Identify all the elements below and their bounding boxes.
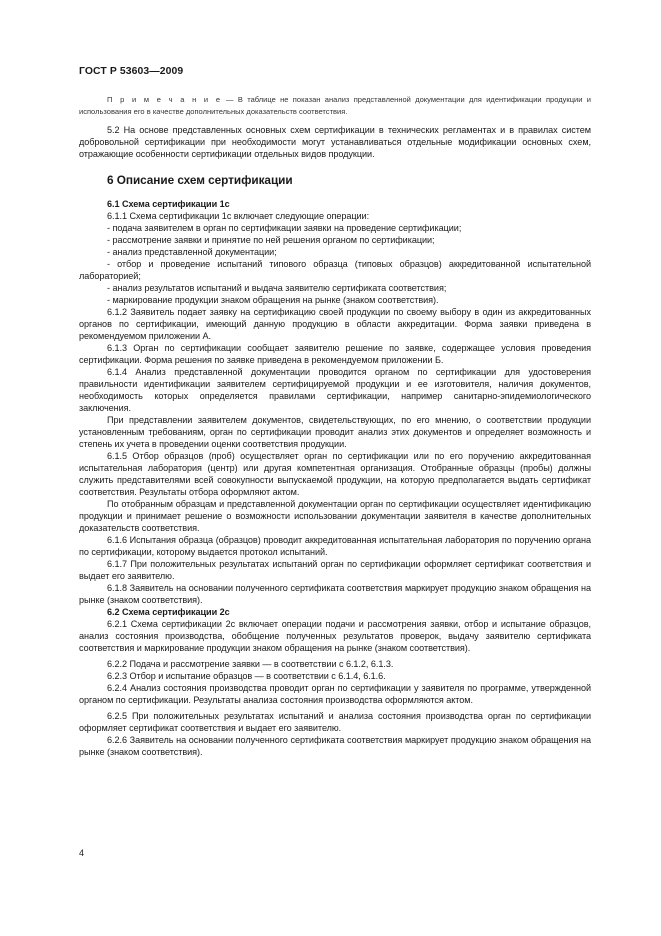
list-item: - отбор и проведение испытаний типового образца (типовых образцов) аккредитованной испытательной лабораторией; (79, 259, 591, 281)
clause-6-1-3: 6.1.3 Орган по сертификации сообщает заявителю решение по заявке, содержащее условия проведения сертификации. Форма решения по заявке приведена в рекомендуемом приложении Б. (79, 343, 591, 365)
subsection-6-1-heading: 6.1 Схема сертификации 1с (107, 199, 230, 209)
list-item: - маркирование продукции знаком обращения на рынке (знаком соответствия). (107, 295, 439, 305)
clause-6-1-5-continued: По отобранным образцам и представленной документации орган по сертификации осуществляет идентификацию продукции и принимает решение о возможности использовании документации заявителя в качестве дополнительных доказательств соответствия. (79, 499, 591, 533)
subsection-6-2-heading: 6.2 Схема сертификации 2с (107, 607, 230, 617)
section-6-heading: 6 Описание схем сертификации (107, 173, 293, 187)
list-item: - анализ результатов испытаний и выдача заявителю сертификата соответствия; (107, 283, 447, 293)
clause-6-1-7: 6.1.7 При положительных результатах испытаний орган по сертификации оформляет сертификат соответствия и выдает его заявителю. (79, 559, 591, 581)
list-item: - анализ представленной документации; (107, 247, 277, 257)
page-number: 4 (79, 848, 85, 858)
clause-6-1-5: 6.1.5 Отбор образцов (проб) осуществляет орган по сертификации или по его поручению аккредитованная испытательная лаборатория (центр) или другая компетентная организация. Отобранные образцы (пробы) должны служить представителями всей совокупности выпускаемой продукции, на которую предполагается выдать сертификат соответствия. Результаты отбора оформляют актом. (79, 451, 591, 497)
clause-6-1-4-continued: При представлении заявителем документов, свидетельствующих, по его мнению, о соответствии продукции установленным требованиям, орган по сертификации проводит анализ этих документов и определяет возможность и степень их учета в проведении оценки соответствия продукции. (79, 415, 591, 449)
list-item: - рассмотрение заявки и принятие по ней решения органом по сертификации; (107, 235, 435, 245)
clause-6-2-4: 6.2.4 Анализ состояния производства проводит орган по сертификации у заявителя по программе, утвержденной органом по сертификации. Результаты анализа состояния производства оформляются актом. (79, 683, 591, 705)
paragraph-5-2: 5.2 На основе представленных основных схем сертификации в технических регламентах и в правилах систем добровольной сертификации при необходимости могут устанавливаться отдельные модификации основных схем, отражающие особенности сертификации отдельных видов продукции. (79, 125, 591, 159)
page-body (79, 94, 591, 758)
clause-6-1-6: 6.1.6 Испытания образца (образцов) проводит аккредитованная испытательная лаборатория по поручению органа по сертификации, которому выдается протокол испытаний. (79, 535, 591, 557)
clause-6-1-1: 6.1.1 Схема сертификации 1с включает следующие операции: (107, 211, 370, 221)
clause-6-1-4: 6.1.4 Анализ представленной документации проводится органом по сертификации для удостоверения правильности идентификации заявителем сертифицируемой продукции и ее изготовителя, наличия документов, необходимость которых определяется правилами сертификации, например санитарно-эпидемиологического заключения. (79, 367, 591, 413)
note-label: П р и м е ч а н и е (107, 95, 222, 104)
operations-list (79, 222, 591, 306)
clause-6-2-2: 6.2.2 Подача и рассмотрение заявки — в соответствии с 6.1.2, 6.1.3. (107, 659, 394, 669)
clause-6-1-2: 6.1.2 Заявитель подает заявку на сертификацию своей продукции по своему выбору в один из аккредитованных органов по сертификации, имеющий данную продукцию в области аккредитации. Форма заявки приведена в рекомендуемом приложении А. (79, 307, 591, 341)
clause-6-2-5: 6.2.5 При положительных результатах испытаний и анализа состояния производства орган по сертификации оформляет сертификат соответствия и выдает его заявителю. (79, 711, 591, 733)
clause-6-2-1: 6.2.1 Схема сертификации 2с включает операции подачи и рассмотрения заявки, отбор и испытание образцов, анализ состояния производства, обобщение полученных результатов проверок, выдачу заявителю сертификата соответствия и маркирование продукции знаком обращения на рынке (знаком соответствия). (79, 619, 591, 653)
clause-6-2-3: 6.2.3 Отбор и испытание образцов — в соответствии с 6.1.4, 6.1.6. (107, 671, 386, 681)
note-text: — В таблице не показан анализ представленной документации для идентификации продукции и использования его в качестве дополнительных доказательств соответствия. (79, 95, 591, 116)
document-code: ГОСТ Р 53603—2009 (79, 66, 184, 77)
clause-6-1-8: 6.1.8 Заявитель на основании полученного сертификата соответствия маркирует продукцию знаком обращения на рынке (знаком соответствия). (79, 583, 591, 605)
list-item: - подача заявителем в орган по сертификации заявки на проведение сертификации; (107, 223, 462, 233)
table-note (79, 94, 591, 117)
clause-6-2-6: 6.2.6 Заявитель на основании полученного сертификата соответствия маркирует продукцию знаком обращения на рынке (знаком соответствия). (79, 735, 591, 757)
